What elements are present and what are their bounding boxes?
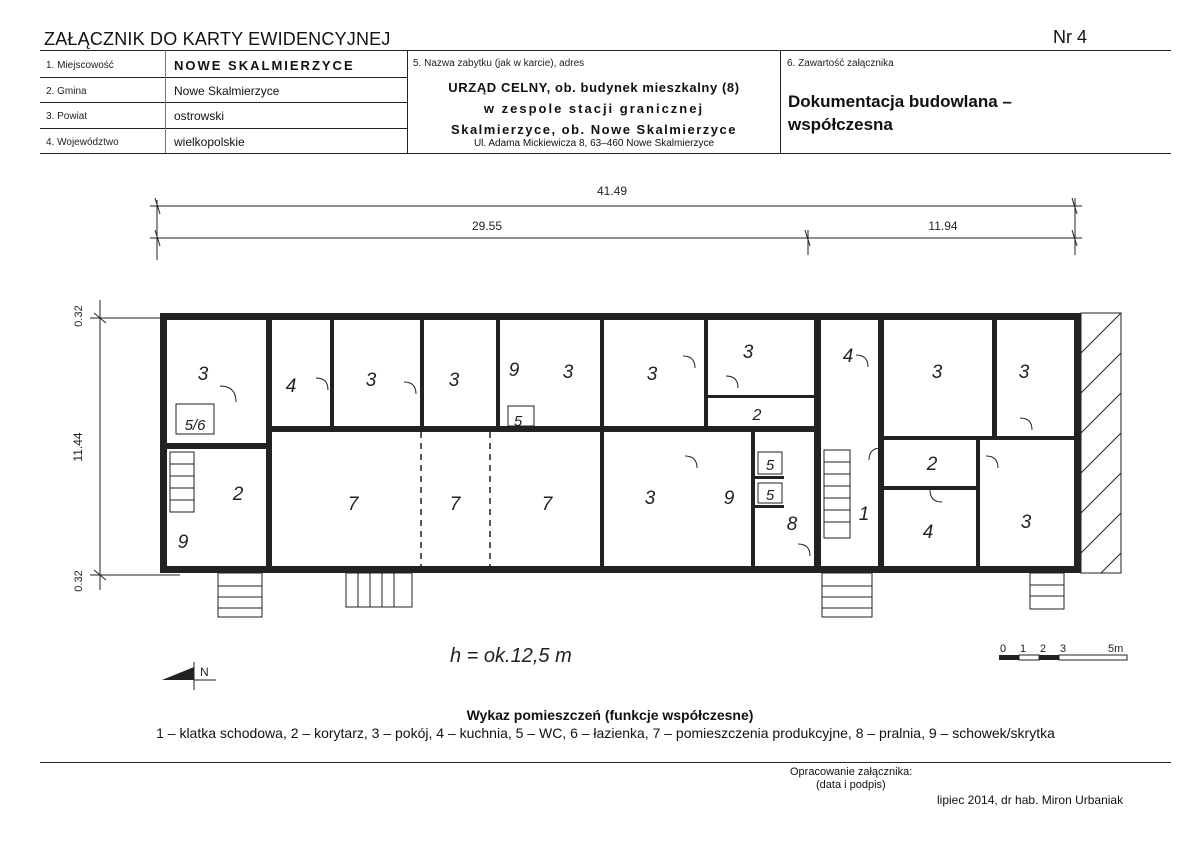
wojewodztwo-value: wielkopolskie — [174, 135, 245, 149]
scale-tick: 2 — [1040, 643, 1047, 655]
zawartosc-line-1: Dokumentacja budowlana – — [788, 92, 1012, 111]
room-label: 4 — [842, 346, 854, 367]
gmina-value: Nowe Skalmierzyce — [174, 84, 280, 98]
zawartosc-label: 6. Zawartość załącznika — [787, 58, 894, 69]
dim-right: 11.94 — [928, 219, 958, 233]
dim-left: 29.55 — [471, 219, 503, 233]
zawartosc-line-2: współczesna — [788, 115, 893, 134]
room-label: 9 — [508, 360, 520, 381]
room-label: 3 — [646, 364, 658, 385]
room-label: 4 — [922, 522, 934, 543]
dim-total: 41.49 — [596, 184, 628, 198]
scale-tick: 3 — [1060, 643, 1067, 655]
dim-height: 11.44 — [71, 432, 85, 462]
room-label: 8 — [786, 514, 798, 535]
north-label: N — [200, 665, 209, 679]
room-label: 3 — [365, 370, 377, 391]
room-label: 7 — [541, 494, 553, 515]
room-label: 7 — [347, 494, 359, 515]
room-label: 3 — [1020, 512, 1032, 533]
room-label: 3 — [448, 370, 460, 391]
room-label: 9 — [723, 488, 735, 509]
attachment-number: Nr 4 — [1053, 27, 1088, 47]
gmina-label: 2. Gmina — [46, 86, 87, 97]
scale-tick: 5m — [1108, 643, 1124, 655]
prepared-label: Opracowanie załącznika: — [790, 766, 913, 778]
nazwa-address: Ul. Adama Mickiewicza 8, 63–460 Nowe Skalmierzyce — [473, 138, 715, 149]
nazwa-label: 5. Nazwa zabytku (jak w karcie), adres — [413, 58, 585, 69]
room-label: 2 — [752, 407, 762, 424]
miejscowosc-value: NOWE SKALMIERZYCE — [174, 58, 355, 73]
scale-bar — [999, 643, 1127, 660]
room-label: 3 — [742, 342, 754, 363]
dim-wall-top: 0.32 — [73, 305, 85, 327]
footer-rule — [40, 762, 1171, 763]
document-title: ZAŁĄCZNIK DO KARTY EWIDENCYJNEJ — [44, 29, 391, 49]
room-label: 3 — [197, 364, 209, 385]
powiat-label: 3. Powiat — [46, 111, 88, 122]
miejscowosc-label: 1. Miejscowość — [46, 60, 114, 71]
nazwa-line-2: w zespole stacji granicznej — [483, 101, 705, 116]
scale-tick: 1 — [1020, 643, 1027, 655]
room-label: 3 — [562, 362, 574, 383]
room-label: 7 — [449, 494, 461, 515]
legend-title: Wykaz pomieszczeń (funkcje współczesne) — [466, 707, 754, 723]
room-label: 5 — [765, 457, 775, 474]
room-label: 5 — [513, 413, 523, 430]
room-label: 4 — [285, 376, 297, 397]
wojewodztwo-label: 4. Województwo — [46, 137, 119, 148]
powiat-value: ostrowski — [174, 109, 225, 123]
room-label: 3 — [931, 362, 943, 383]
scale-tick: 0 — [1000, 643, 1007, 655]
dim-wall-bottom: 0.32 — [73, 570, 85, 592]
height-note: h = ok.12,5 m — [450, 645, 572, 667]
north-arrow-icon — [162, 662, 216, 690]
room-label: 5/6 — [184, 417, 206, 434]
legend-text: 1 – klatka schodowa, 2 – korytarz, 3 – pokój, 4 – kuchnia, 5 – WC, 6 – łazienka, 7 – pomieszczenia produkcyjne, 8 – pralnia, 9 – schowek/skrytka — [156, 725, 1055, 741]
room-label: 2 — [926, 454, 938, 475]
prepared-sub: (data i podpis) — [816, 779, 886, 791]
room-label: 2 — [232, 484, 244, 505]
nazwa-line-1: URZĄD CELNY, ob. budynek mieszkalny (8) — [448, 80, 740, 95]
room-label: 9 — [177, 532, 189, 553]
signature: lipiec 2014, dr hab. Miron Urbaniak — [937, 793, 1124, 807]
room-label: 3 — [644, 488, 656, 509]
room-label: 5 — [765, 487, 775, 504]
nazwa-line-3: Skalmierzyce, ob. Nowe Skalmierzyce — [451, 122, 737, 137]
room-label: 1 — [858, 504, 870, 525]
room-label: 3 — [1018, 362, 1030, 383]
